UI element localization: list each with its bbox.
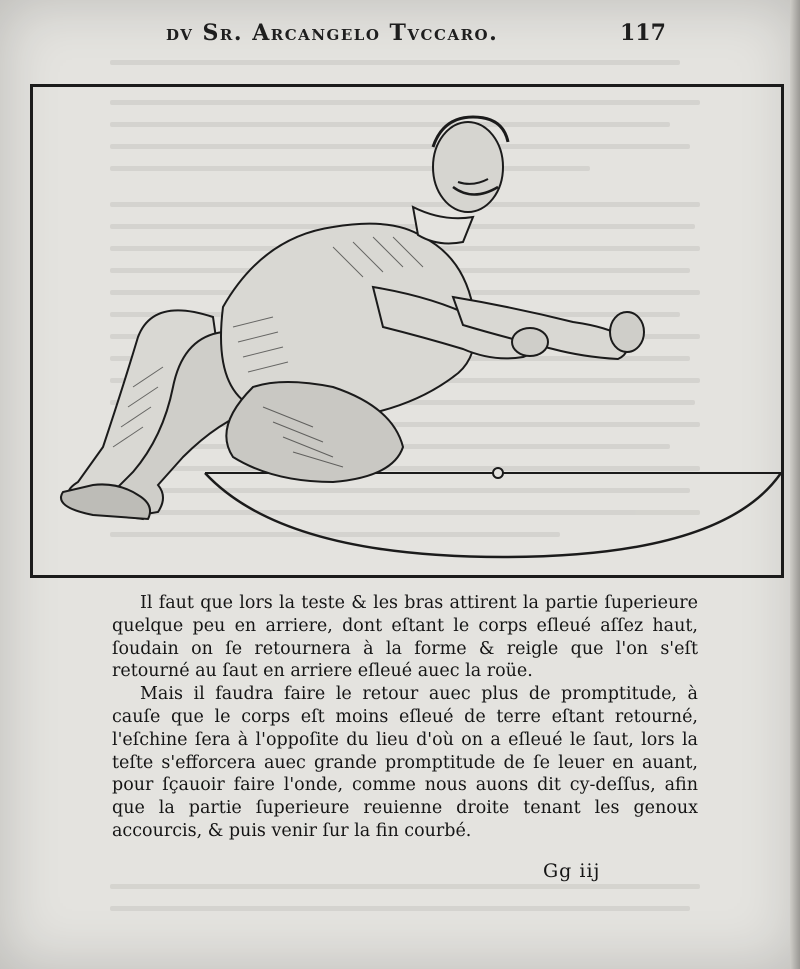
- acrobat-figure: [61, 117, 644, 519]
- paragraph: Mais il faudra faire le retour auec plus de promptitude, à cauſe que le corps eſt moins eſleué de terre eſtant retourné, l'eſchine ſera à l'oppoſite du lieu d'où on a eſleué le ſaut, lors la teſte s'efforcera auec grande promptitude de ſe leuer en auant, pour ſçauoir faire l'onde, comme nous auons dit cy-deſſus, afin que la partie ſuperieure reuienne droite tenant les genoux accourcis, & puis venir ſur la fin courbé.: [112, 684, 698, 841]
- circle-arc-diagram: [205, 468, 781, 557]
- running-header: [0, 18, 800, 52]
- running-title: dv Sr. Arcangelo Tvccaro.: [166, 20, 499, 46]
- signature-mark: Gg iij: [543, 860, 601, 882]
- paragraph: Il faut que lors la teste & les bras attirent la partie ſuperieure quelque peu en arriere, dont eſtant le corps eſleué aſſez haut, ſoudain on ſe retournera à la forme & reigle que l'on s'eſt retourné au ſaut en arriere eſleué auec la roüe.: [112, 593, 698, 682]
- woodcut-figure: [30, 84, 784, 578]
- page-number: 117: [620, 20, 666, 46]
- acrobat-woodcut-illustration: [33, 87, 781, 575]
- body-text: [112, 592, 698, 843]
